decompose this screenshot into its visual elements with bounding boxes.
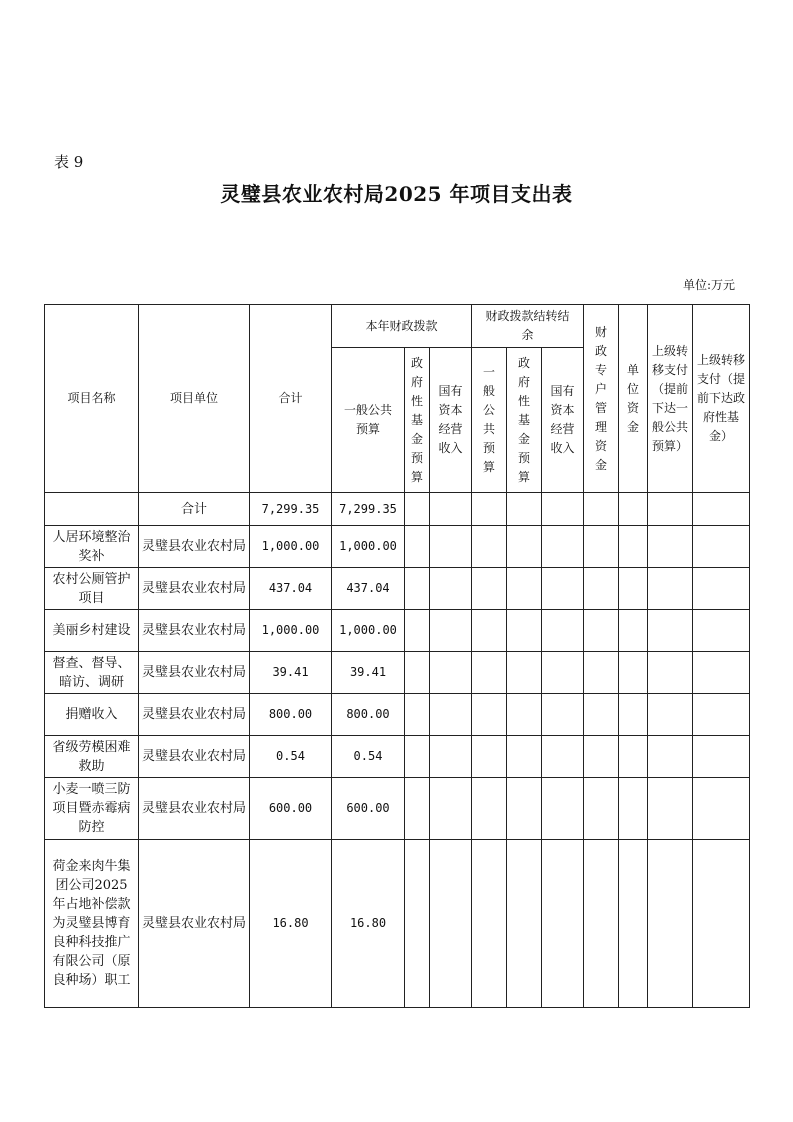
row-project-name: 农村公厕管护项目 [45, 568, 139, 610]
row-project-name: 美丽乡村建设 [45, 610, 139, 652]
row-project-name: 人居环境整治奖补 [45, 526, 139, 568]
row-total: 800.00 [250, 694, 332, 736]
header-carry-gov-fund: 政府性基金预算 [507, 348, 542, 493]
table-row [45, 778, 750, 840]
row-general-budget: 1,000.00 [332, 610, 405, 652]
table-row [45, 526, 750, 568]
row-general-budget: 437.04 [332, 568, 405, 610]
table-label: 表 9 [54, 153, 84, 171]
header-current-year-group: 本年财政拨款 [332, 305, 472, 348]
header-upper-transfer: 上级转移支付（提前下达一般公共预算） [648, 305, 693, 493]
header-state-capital: 国有资本经营收入 [430, 348, 472, 493]
total-row-label: 合计 [139, 493, 250, 526]
header-gov-fund: 政府性基金预算 [405, 348, 430, 493]
row-project-unit: 灵璧县农业农村局 [139, 840, 250, 1008]
row-total: 16.80 [250, 840, 332, 1008]
table-row [45, 736, 750, 778]
row-project-name: 省级劳模困难救助 [45, 736, 139, 778]
row-project-unit: 灵璧县农业农村局 [139, 652, 250, 694]
header-total: 合计 [250, 305, 332, 493]
row-general-budget: 600.00 [332, 778, 405, 840]
row-project-name: 督查、督导、暗访、调研 [45, 652, 139, 694]
row-project-unit: 灵璧县农业农村局 [139, 736, 250, 778]
header-project-unit: 项目单位 [139, 305, 250, 493]
row-total: 39.41 [250, 652, 332, 694]
expenditure-table [44, 304, 750, 1008]
table-row [45, 610, 750, 652]
row-project-name: 荷金来肉牛集团公司2025 年占地补偿款为灵璧县博育良种科技推广有限公司（原良种场）职工 [45, 840, 139, 1008]
header-carry-state-capital: 国有资本经营收入 [542, 348, 584, 493]
header-project-name: 项目名称 [45, 305, 139, 493]
row-total: 0.54 [250, 736, 332, 778]
header-special-funds: 财政专户管理资金 [584, 305, 619, 493]
header-upper-transfer-fund: 上级转移支付（提前下达政府性基金） [693, 305, 750, 493]
row-general-budget: 39.41 [332, 652, 405, 694]
row-project-name: 小麦一喷三防项目暨赤霉病防控 [45, 778, 139, 840]
row-general-budget: 800.00 [332, 694, 405, 736]
total-row-general-budget: 7,299.35 [332, 493, 405, 526]
total-row [45, 493, 750, 526]
header-unit-funds: 单位资金 [619, 305, 648, 493]
row-project-unit: 灵璧县农业农村局 [139, 694, 250, 736]
unit-label: 单位:万元 [682, 278, 735, 292]
row-total: 437.04 [250, 568, 332, 610]
page-title: 灵璧县农业农村局2025 年项目支出表 [220, 182, 573, 206]
row-project-unit: 灵璧县农业农村局 [139, 778, 250, 840]
row-total: 1,000.00 [250, 526, 332, 568]
row-project-unit: 灵璧县农业农村局 [139, 610, 250, 652]
row-project-name: 捐赠收入 [45, 694, 139, 736]
row-project-unit: 灵璧县农业农村局 [139, 568, 250, 610]
table-row [45, 694, 750, 736]
row-general-budget: 16.80 [332, 840, 405, 1008]
row-total: 600.00 [250, 778, 332, 840]
row-project-unit: 灵璧县农业农村局 [139, 526, 250, 568]
table-row [45, 840, 750, 1008]
row-total: 1,000.00 [250, 610, 332, 652]
total-row-total: 7,299.35 [250, 493, 332, 526]
table-row [45, 652, 750, 694]
row-general-budget: 1,000.00 [332, 526, 405, 568]
header-general-budget: 一般公共预算 [332, 348, 405, 493]
table-row [45, 568, 750, 610]
row-general-budget: 0.54 [332, 736, 405, 778]
header-carryover-group: 财政拨款结转结余 [472, 305, 584, 348]
header-carry-general: 一般公共预算 [472, 348, 507, 493]
